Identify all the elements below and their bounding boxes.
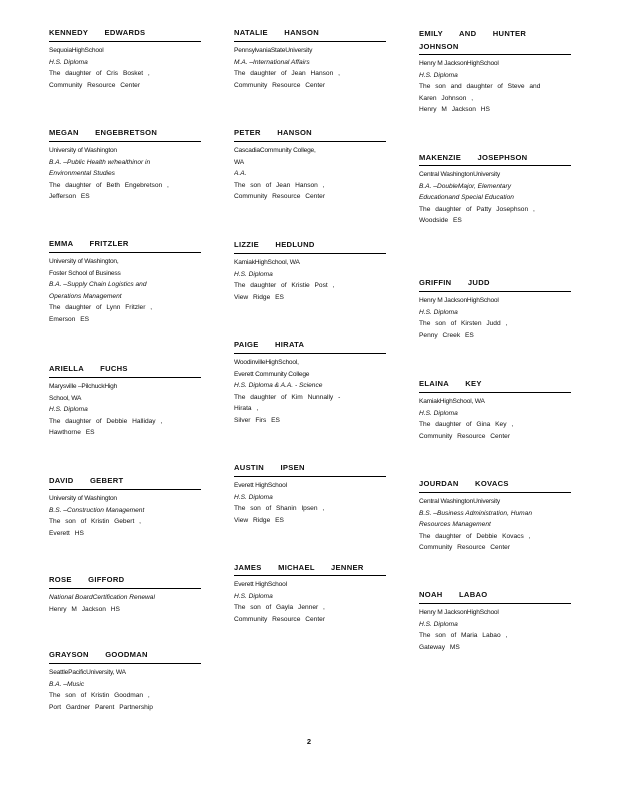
entry-line: View Ridge ES: [234, 516, 284, 524]
entry: [419, 477, 571, 554]
entry-line: The daughter of Gina Key ,: [419, 421, 514, 429]
entry-line: The son of Maria Labao ,: [419, 632, 508, 640]
entry-line: University of Washington: [49, 147, 117, 154]
entry-line: View Ridge ES: [234, 293, 284, 301]
entry-line: Community Resource Center: [419, 544, 511, 552]
entry-line: Community Resource Center: [419, 432, 511, 440]
entry-name: EMMA FRITZLER: [49, 237, 201, 253]
entry-line: The son of Jean Hanson ,: [234, 181, 325, 189]
entry-line: CascadiaCommunity College,: [234, 147, 316, 154]
entry: [419, 276, 571, 341]
entry-line: The son of Gayla Jenner ,: [234, 604, 325, 612]
entry-line: B.A. –Supply Chain Logistics and: [49, 281, 147, 289]
entry: [49, 126, 201, 203]
entry-name: GRAYSON GOODMAN: [49, 648, 201, 664]
entry-line: Jefferson ES: [49, 193, 90, 201]
entry-line: H.S. Diploma & A.A. - Science: [234, 382, 323, 390]
entry-line: The son of Kirsten Judd ,: [419, 320, 508, 328]
entry-line: Henry M Jackson HS: [49, 605, 120, 613]
entry: [234, 338, 386, 427]
entry-name: KENNEDY EDWARDS: [49, 26, 201, 42]
entry: [419, 151, 571, 227]
entry-line: Educationand Special Education: [419, 194, 514, 202]
entry-line: B.A. –Public Health w/healthinor in: [49, 158, 151, 166]
entry-line: Henry M JacksonHighSchool: [419, 609, 499, 616]
entry-name: ELAINA KEY: [419, 377, 571, 393]
entry-name: MAKENZIE JOSEPHSON: [419, 151, 571, 166]
entry-name: NATALIE HANSON: [234, 26, 386, 42]
entry-line: KamiakHighSchool, WA: [234, 259, 300, 266]
entry-line: The daughter of Kristie Post ,: [234, 282, 335, 290]
entry-line: Community Resource Center: [234, 615, 326, 623]
entry-name: AUSTIN IPSEN: [234, 461, 386, 477]
entry-line: National BoardCertification Renewal: [49, 594, 155, 601]
entry-line: University of Washington: [49, 495, 117, 502]
entry-line: Karen Johnson ,: [419, 94, 474, 102]
entry-name: ARIELLA FUCHS: [49, 362, 201, 378]
entry-line: Henry M Jackson HS: [419, 106, 490, 114]
entry-line: The son of Kristin Goodman ,: [49, 692, 150, 700]
entry-line: The son and daughter of Steve and: [419, 83, 541, 91]
entry-line: Operations Management: [49, 292, 122, 300]
entry-name: GRIFFIN JUDD: [419, 276, 571, 292]
entry-line: SequoiaHighSchool: [49, 47, 104, 54]
entry-line: WA: [234, 158, 244, 166]
entry-line: A.A.: [234, 170, 247, 178]
entry: [49, 237, 201, 326]
entry-line: H.S. Diploma: [234, 270, 273, 278]
entry-line: Port Gardner Parent Partnership: [49, 703, 153, 711]
entry-line: B.S. –Business Administration, Human: [419, 509, 532, 517]
entry-line: Community Resource Center: [234, 81, 326, 89]
entry-line: The daughter of Lynn Fritzler ,: [49, 304, 153, 312]
entry-line: B.S. –Construction Management: [49, 506, 145, 514]
entry-line: B.A. –Music: [49, 680, 85, 688]
entry-line: The daughter of Debbie Kovacs ,: [419, 532, 531, 540]
entry-line: H.S. Diploma: [49, 406, 88, 414]
entry-line: Hirata ,: [234, 405, 259, 413]
entry: [234, 461, 386, 526]
entry-name: ROSE GIFFORD: [49, 573, 201, 589]
entry-line: Henry M JacksonHighSchool: [419, 60, 499, 67]
entry-line: KamiakHighSchool, WA: [419, 398, 485, 405]
entry-name: NOAH LABAO: [419, 588, 571, 604]
entry-line: The daughter of Jean Hanson ,: [234, 70, 340, 78]
entry-line: Hawthorne ES: [49, 429, 95, 437]
entry-line: Everett HighSchool: [234, 581, 287, 588]
entry-line: School, WA: [49, 394, 82, 402]
entry-line: The daughter of Patty Josephson ,: [419, 205, 535, 213]
entry-line: The son of Kristin Gebert ,: [49, 518, 141, 526]
entry-line: PennsylvaniaStateUniversity: [234, 47, 313, 54]
entry-line: Central WashingtonUniversity: [419, 171, 501, 178]
entry-line: Everett HS: [49, 529, 84, 537]
entry: [49, 474, 201, 539]
entry: [234, 26, 386, 91]
entry-line: The daughter of Cris Bosket ,: [49, 70, 150, 78]
entry-line: H.S. Diploma: [419, 71, 458, 79]
entry-line: Resources Management: [419, 521, 491, 529]
entry-line: B.A. –DoubleMajor, Elementary: [419, 182, 511, 190]
entry-line: Community Resource Center: [234, 193, 326, 201]
entry-line: SeattlePacificUniversity, WA: [49, 669, 126, 676]
entry: [419, 588, 571, 653]
entry-line: H.S. Diploma: [49, 58, 88, 66]
entry-line: Central WashingtonUniversity: [419, 498, 501, 505]
entry-line: The son of Shanin Ipsen ,: [234, 505, 325, 513]
entry-line: Foster School of Business: [49, 269, 121, 277]
entry-line: Community Resource Center: [49, 81, 141, 89]
entry-name: JAMES MICHAEL JENNER: [234, 561, 386, 576]
entry-line: The daughter of Beth Engebretson ,: [49, 181, 169, 189]
entry-name: PAIGE HIRATA: [234, 338, 386, 354]
entry-line: The daughter of Kim Nunnally -: [234, 393, 341, 401]
entry-line: H.S. Diploma: [234, 493, 273, 501]
entry-line: M.A. –International Affairs: [234, 58, 310, 66]
entry-name: LIZZIE HEDLUND: [234, 238, 386, 254]
entry-line: H.S. Diploma: [419, 308, 458, 316]
entry-line: Marysville –PilchuckHigh: [49, 383, 118, 390]
entry-line: H.S. Diploma: [419, 409, 458, 417]
entry: [234, 561, 386, 625]
entry: [419, 377, 571, 442]
entry: [49, 26, 201, 91]
entry: [49, 362, 201, 439]
entry-line: Everett HighSchool: [234, 482, 287, 489]
entry: [234, 126, 386, 203]
entry: [49, 648, 201, 713]
entry-line: H.S. Diploma: [234, 592, 273, 600]
entry: [49, 573, 201, 615]
entry-line: Emerson ES: [49, 315, 90, 323]
entry-line: Woodside ES: [419, 217, 462, 225]
entry-name: DAVID GEBERT: [49, 474, 201, 490]
entry-name: EMILY AND HUNTER JOHNSON: [419, 27, 571, 55]
entry-line: The daughter of Debbie Halliday ,: [49, 417, 163, 425]
entry-name: MEGAN ENGEBRETSON: [49, 126, 201, 142]
entry-line: WoodinvilleHighSchool,: [234, 359, 299, 366]
entry: [234, 238, 386, 303]
entry: [419, 27, 571, 116]
entry-line: Gateway MS: [419, 643, 460, 651]
entry-name: JOURDAN KOVACS: [419, 477, 571, 493]
entry-line: University of Washington,: [49, 258, 119, 265]
entry-line: H.S. Diploma: [419, 620, 458, 628]
entry-name: PETER HANSON: [234, 126, 386, 142]
entry-line: Silver Firs ES: [234, 416, 280, 424]
page-number: 2: [306, 737, 312, 746]
entry-line: Everett Community College: [234, 370, 310, 378]
entry-line: Henry M JacksonHighSchool: [419, 297, 499, 304]
entry-line: Environmental Studies: [49, 170, 115, 178]
entry-line: Penny Creek ES: [419, 331, 474, 339]
